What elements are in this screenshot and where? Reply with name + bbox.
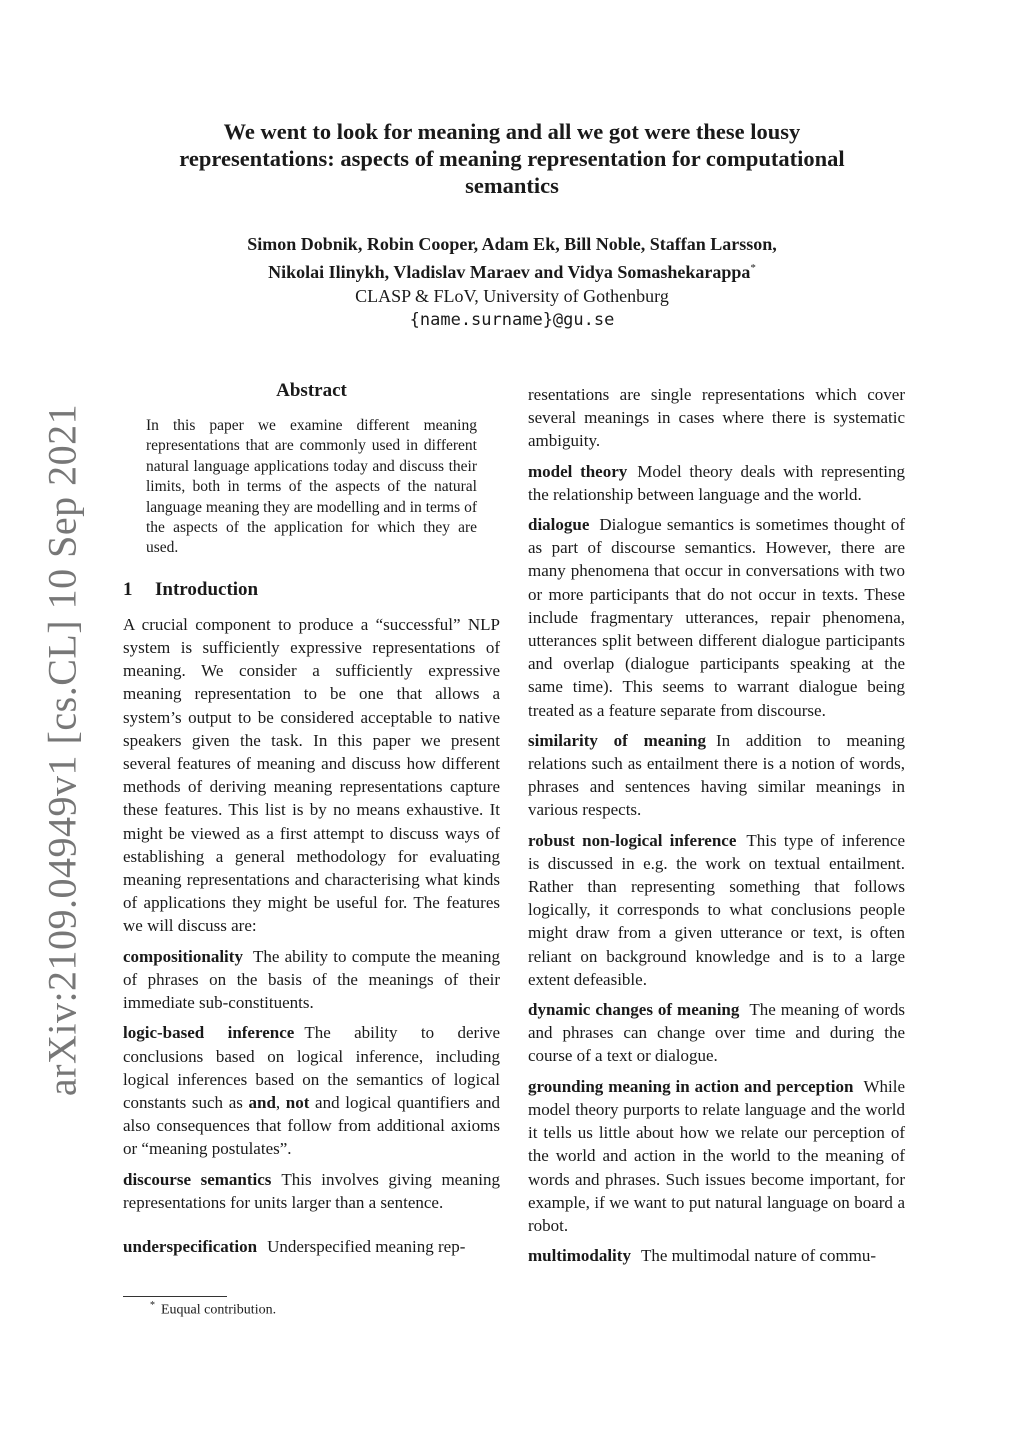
feature-multimodality	[528, 1244, 905, 1267]
feature-term: model theory	[528, 461, 628, 481]
feature-description-part-a: The ability to derive conclusions based on logical inference, including logical inferences based on the semantics of logical constants such as	[123, 1023, 500, 1112]
feature-dynamic-changes-of-meaning	[528, 998, 905, 1068]
section-number: 1	[123, 578, 133, 600]
footnote-marker: *	[150, 1300, 155, 1311]
paper-title	[120, 118, 904, 199]
feature-dialogue	[528, 513, 905, 722]
feature-description: This type of inference is discussed in e.g. the work on textual entailment. Rather than representing something that follows logically, it corresponds to what conclusions people might draw from a given utterance or text, is often reliant on background knowledge and is to a large extent defeasible.	[528, 830, 905, 989]
spacer	[123, 1221, 500, 1235]
logical-constant-not: not	[285, 1092, 310, 1112]
feature-description: Dialogue semantics is sometimes thought of as part of discourse semantics. However, there are many phenomena that occur in conversations with two or more participants that do not occur in texts. These include fragmentary utterances, repair phenomena, utterances split between different dialogue participants and overlap (dialogue participants speaking at the same time). This seems to warrant dialogue being treated as a feature separate from discourse.	[528, 515, 905, 720]
right-column	[528, 383, 905, 1274]
feature-term: underspecification	[123, 1236, 258, 1256]
feature-robust-non-logical-inference	[528, 829, 905, 991]
feature-similarity-of-meaning	[528, 729, 905, 822]
title-line-1: We went to look for meaning and all we got were these lousy	[223, 119, 801, 144]
feature-description: The meaning of words and phrases can change over time and during the course of a text or dialogue.	[528, 1000, 905, 1066]
footnote-rule	[123, 1296, 227, 1297]
author-footnote-marker: *	[750, 262, 756, 274]
feature-term: logic-based inference	[123, 1023, 295, 1043]
author-names-line-2	[120, 256, 904, 284]
feature-term: similarity of meaning	[528, 730, 706, 750]
feature-logic-based-inference	[123, 1021, 500, 1160]
author-names-line-1: Simon Dobnik, Robin Cooper, Adam Ek, Bill Noble, Staffan Larsson,	[247, 234, 777, 254]
feature-description: The ability to compute the meaning of phrases on the basis of the meanings of their immediate sub-constituents.	[123, 946, 500, 1013]
title-line-3: semantics	[465, 173, 559, 198]
feature-discourse-semantics	[123, 1168, 500, 1214]
feature-description: Model theory deals with representing the relationship between language and the world.	[528, 461, 905, 504]
separator-comma: ,	[275, 1092, 286, 1112]
footnote	[150, 1300, 276, 1319]
feature-term: compositionality	[123, 946, 243, 966]
feature-term: grounding meaning in action and perception	[528, 1076, 854, 1096]
feature-term: dynamic changes of meaning	[528, 1000, 740, 1020]
underspecification-continuation: resentations are single representations which cover several meanings in cases where there is systematic ambiguity.	[528, 385, 905, 451]
feature-description: While model theory purports to relate language and the world it tells us little about how we relate our perception of the world and action in the world to the meaning of words and phrases. Such issues become important, for example, if we want to put natural language on board a robot.	[528, 1076, 905, 1235]
feature-grounding-meaning	[528, 1075, 905, 1237]
abstract-text: In this paper we examine different meaning representations that are commonly used in different natural language applications today and discuss their limits, both in terms of the aspects of the natural language meaning they are modelling and in terms of the aspects of the application for which they are used.	[146, 417, 477, 557]
footnote-text: Euqual contribution.	[161, 1302, 277, 1318]
feature-model-theory	[528, 460, 905, 506]
feature-underspecification	[123, 1235, 500, 1258]
feature-description: The multimodal nature of commu-	[640, 1246, 877, 1266]
abstract-heading: Abstract	[276, 380, 347, 401]
feature-description: In addition to meaning relations such as entailment there is a notion of words, phrases and sentences having similar meanings in various respects.	[528, 730, 905, 820]
feature-term: multimodality	[528, 1246, 631, 1266]
arxiv-identifier: arXiv:2109.04949v1 [cs.CL] 10 Sep 2021	[39, 403, 85, 1097]
feature-description-part-b: and logical quantifiers and also consequences that follow from additional axioms or “meaning postulates”.	[123, 1092, 500, 1159]
feature-compositionality	[123, 945, 500, 1015]
author-block	[120, 232, 904, 332]
title-line-2: representations: aspects of meaning representation for computational	[179, 146, 845, 171]
section-title: Introduction	[155, 578, 259, 600]
left-column	[123, 380, 500, 1265]
feature-term: discourse semantics	[123, 1169, 272, 1189]
feature-description: Underspecified meaning rep-	[267, 1236, 466, 1256]
intro-paragraph: A crucial component to produce a “successful” NLP system is sufficiently expressive representations of meaning. We consider a sufficiently expressive meaning representation to be one that allows a system’s output to be considered acceptable to native speakers given the task. In this paper we present several features of meaning and discuss how different methods of deriving meaning representations capture these features. This list is by no means exhaustive. It might be viewed as a first attempt to discuss ways of establishing a general methodology for evaluating meaning representations and characterising what kinds of applications they might be useful for. The features we will discuss are:	[123, 614, 500, 936]
affiliation: CLASP & FLoV, University of Gothenburg	[355, 286, 669, 306]
logical-constant-and: and	[248, 1092, 276, 1112]
section-heading-introduction	[123, 579, 500, 601]
email-address: {name.surname}@gu.se	[409, 310, 615, 330]
feature-description: This involves giving meaning representations for units larger than a sentence.	[123, 1169, 500, 1212]
feature-term: robust non-logical inference	[528, 830, 737, 850]
feature-term: dialogue	[528, 515, 590, 535]
author-names-line-2-text: Nikolai Ilinykh, Vladislav Maraev and Vidya Somashekarappa	[268, 262, 751, 282]
